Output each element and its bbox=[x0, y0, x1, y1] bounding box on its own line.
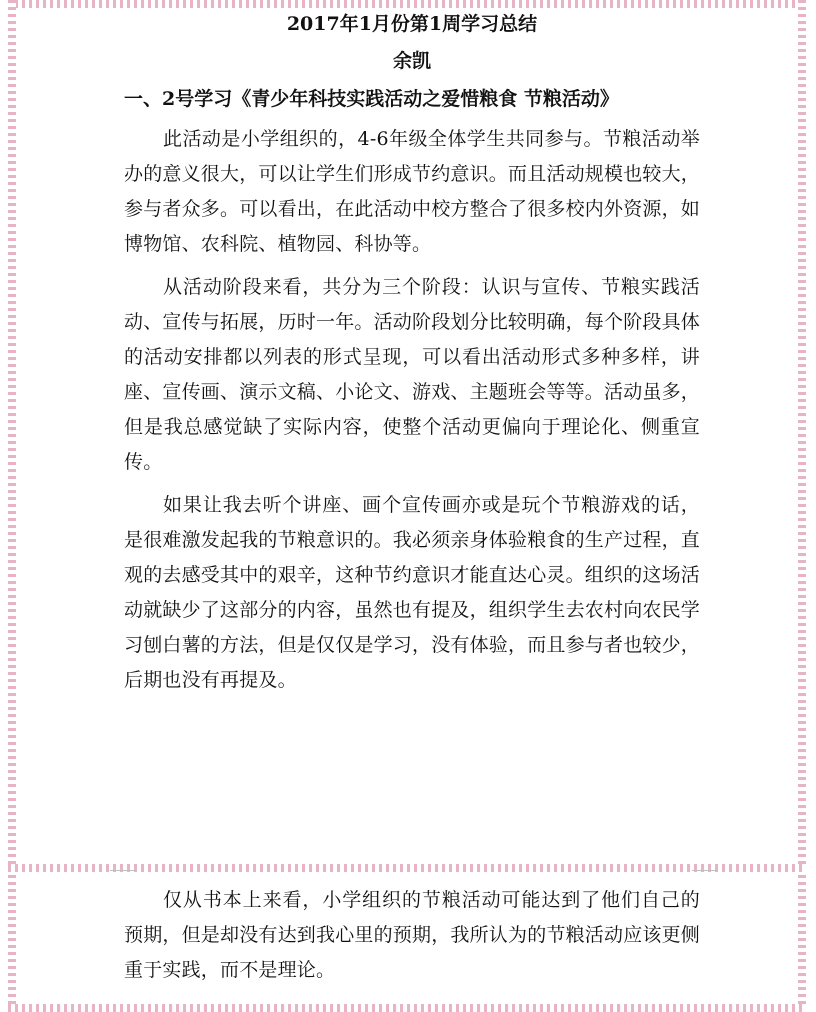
decorative-border-left bbox=[8, 0, 16, 1012]
section-heading: 一、2号学习《青少年科技实践活动之爱惜粮食 节粮活动》 bbox=[124, 88, 619, 110]
document-title: 2017年1月份第1周学习总结 bbox=[286, 13, 538, 35]
decorative-border-right bbox=[798, 0, 806, 1012]
paragraph-4: 仅从书本上来看，小学组织的节粮活动可能达到了他们自己的预期，但是却没有达到我心里的预期，我所认为的节粮活动应该更侧重于实践，而不是理论。 bbox=[124, 889, 701, 981]
page-break-mark-left bbox=[110, 870, 136, 871]
paragraph-1: 此活动是小学组织的，4-6年级全体学生共同参与。节粮活动举办的意义很大，可以让学生们形成节约意识。而且活动规模也较大，参与者众多。可以看出，在此活动中校方整合了很多校内外资源，如博物馆、农科院、植物园、科协等。 bbox=[124, 128, 701, 255]
decorative-border-bottom bbox=[8, 1004, 806, 1012]
paragraph-3: 如果让我去听个讲座、画个宣传画亦或是玩个节粮游戏的话，是很难激发起我的节粮意识的。我必须亲身体验粮食的生产过程，直观的去感受其中的艰辛，这种节约意识才能直达心灵。组织的这场活动就缺少了这部分的内容，虽然也有提及，组织学生去农村向农民学习刨白薯的方法，但是仅仅是学习，没有体验，而且参与者也较少，后期也没有再提及。 bbox=[124, 494, 701, 691]
paragraph-2: 从活动阶段来看，共分为三个阶段：认识与宣传、节粮实践活动、宣传与拓展，历时一年。活动阶段划分比较明确，每个阶段具体的活动安排都以列表的形式呈现，可以看出活动形式多种多样，讲座、宣传画、演示文稿、小论文、游戏、主题班会等等。活动虽多，但是我总感觉缺了实际内容，使整个活动更偏向于理论化、侧重宣传。 bbox=[124, 276, 701, 473]
document-content bbox=[124, 0, 701, 981]
page-break-mark-right bbox=[692, 870, 718, 871]
document-author: 余凯 bbox=[392, 50, 431, 72]
